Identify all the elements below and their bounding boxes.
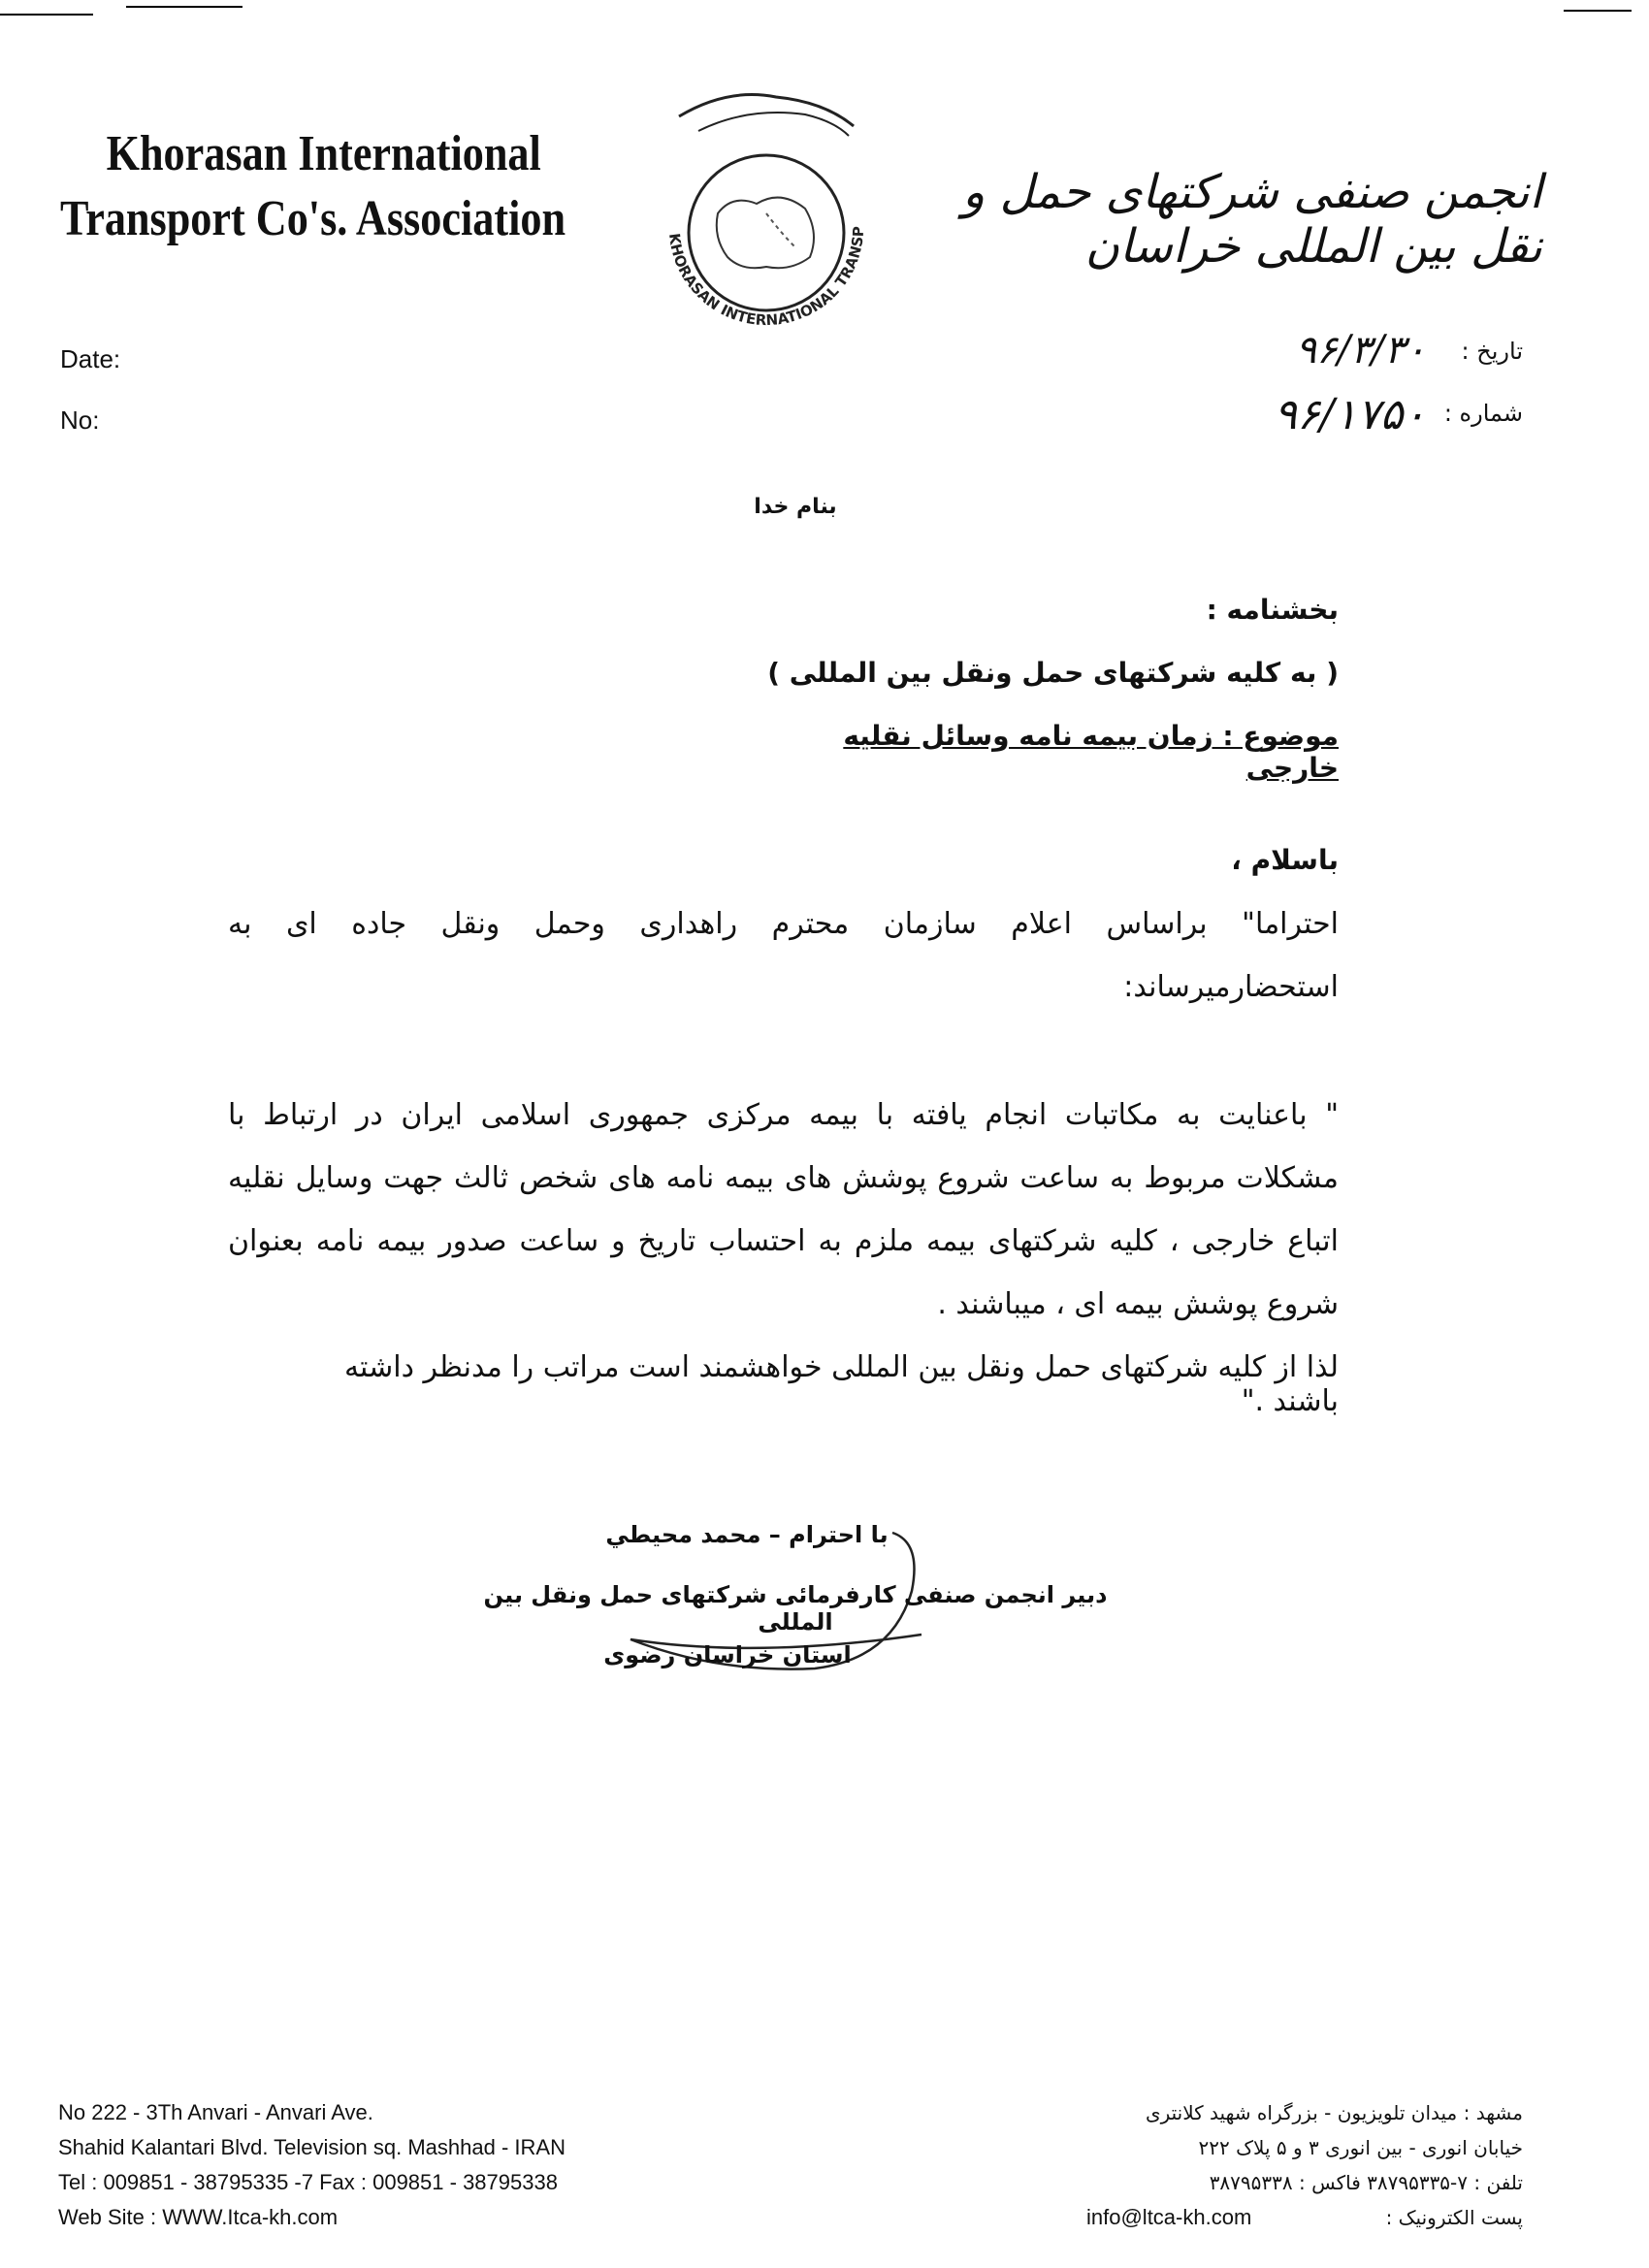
intro-line-1: احتراما" براساس اعلام سازمان محترم راهداری وحمل ونقل جاده ای به <box>228 907 1339 941</box>
top-rule-left <box>0 14 93 16</box>
no-label-fa: شماره : <box>1443 400 1523 427</box>
date-value: ۹۶/۳/۳۰ <box>1295 328 1426 373</box>
footer-en-line-1: No 222 - 3Th Anvari - Anvari Ave. <box>58 2100 373 2124</box>
footer-email-link[interactable]: info@ltca-kh.com <box>1086 2205 1252 2229</box>
signature-line-3: استان خراسان رضوی <box>603 1641 852 1669</box>
quote-line-2: مشکلات مربوط به ساعت شروع پوشش های بیمه نامه های شخص ثالث جهت وسایل نقلیه <box>228 1161 1339 1195</box>
quote-line-1: " باعنایت به مکاتبات انجام یافته با بیمه مرکزی جمهوری اسلامی ایران در ارتباط با <box>228 1098 1339 1132</box>
subject: موضوع : زمان بیمه نامه وسائل نقلیه خارجی <box>843 720 1339 784</box>
footer-fa-line-2: خیابان انوری - بین انوری ۳ و ۵ پلاک ۲۲۲ <box>1198 2136 1523 2159</box>
signature-line-2: دبیر انجمن صنفی کارفرمائی شرکتهای حمل ونقل بین المللی <box>483 1581 1108 1636</box>
footer-fa-line-3: تلفن : ۷-۳۸۷۹۵۳۳۵ فاکس : ۳۸۷۹۵۳۳۸ <box>1209 2171 1523 2194</box>
footer-en-line-2: Shahid Kalantari Blvd. Television sq. Mashhad - IRAN <box>58 2135 566 2159</box>
signature-block <box>466 1513 1125 1707</box>
signature-line-1: با احترام – محمد محیطي <box>605 1521 889 1548</box>
org-name-en-line2: Transport Co's. Association <box>60 191 566 247</box>
quote-line-4: شروع پوشش بیمه ای ، میباشند . <box>937 1287 1339 1321</box>
date-label-fa: تاریخ : <box>1461 338 1523 365</box>
footer-fa-line-1: مشهد : میدان تلویزیون - بزرگراه شهید کلانتری <box>1145 2101 1523 2124</box>
footer-fa-line-4: پست الکترونیک : <box>1385 2206 1523 2229</box>
circular-label: بخشنامه : <box>1206 594 1339 626</box>
date-label-en: Date: <box>60 344 121 373</box>
no-label-en: No: <box>60 405 100 435</box>
no-value: ۹۶/۱۷۵۰ <box>1274 390 1426 439</box>
logo-ring-text: KHORASAN INTERNATIONAL TRANSP <box>665 225 868 330</box>
footer-address-en <box>58 2095 737 2235</box>
logo-seal-icon <box>611 78 922 359</box>
quote-line-5: لذا از کلیه شرکتهای حمل ونقل بین المللی خواهشمند است مراتب را مدنظر داشته باشند ." <box>343 1350 1339 1418</box>
greeting: باسلام ، <box>1231 844 1339 876</box>
intro-line-2: استحضارمیرساند: <box>1123 970 1339 1004</box>
quote-line-3: اتباع خارجی ، کلیه شرکتهای بیمه ملزم به احتساب تاریخ و ساعت صدور بیمه نامه بعنوان <box>228 1224 1339 1258</box>
org-name-en-line1: Khorasan International <box>106 126 541 181</box>
footer-en-line-3: Tel : 009851 - 38795335 -7 Fax : 009851 - 38795338 <box>58 2170 558 2194</box>
recipients: ( به کلیه شرکتهای حمل ونقل بین المللی ) <box>767 657 1339 689</box>
org-name-fa: انجمن صنفی شرکتهای حمل و نقل بین المللی خراسان <box>962 165 1542 274</box>
logo <box>611 78 922 359</box>
top-rule-mid <box>126 6 242 8</box>
footer-email-row <box>1086 2200 1523 2235</box>
footer-address-fa <box>1086 2095 1523 2235</box>
invocation: بنام خدا <box>754 495 837 519</box>
top-rule-right <box>1564 10 1632 12</box>
footer-en-line-4: Web Site : WWW.Itca-kh.com <box>58 2205 339 2229</box>
